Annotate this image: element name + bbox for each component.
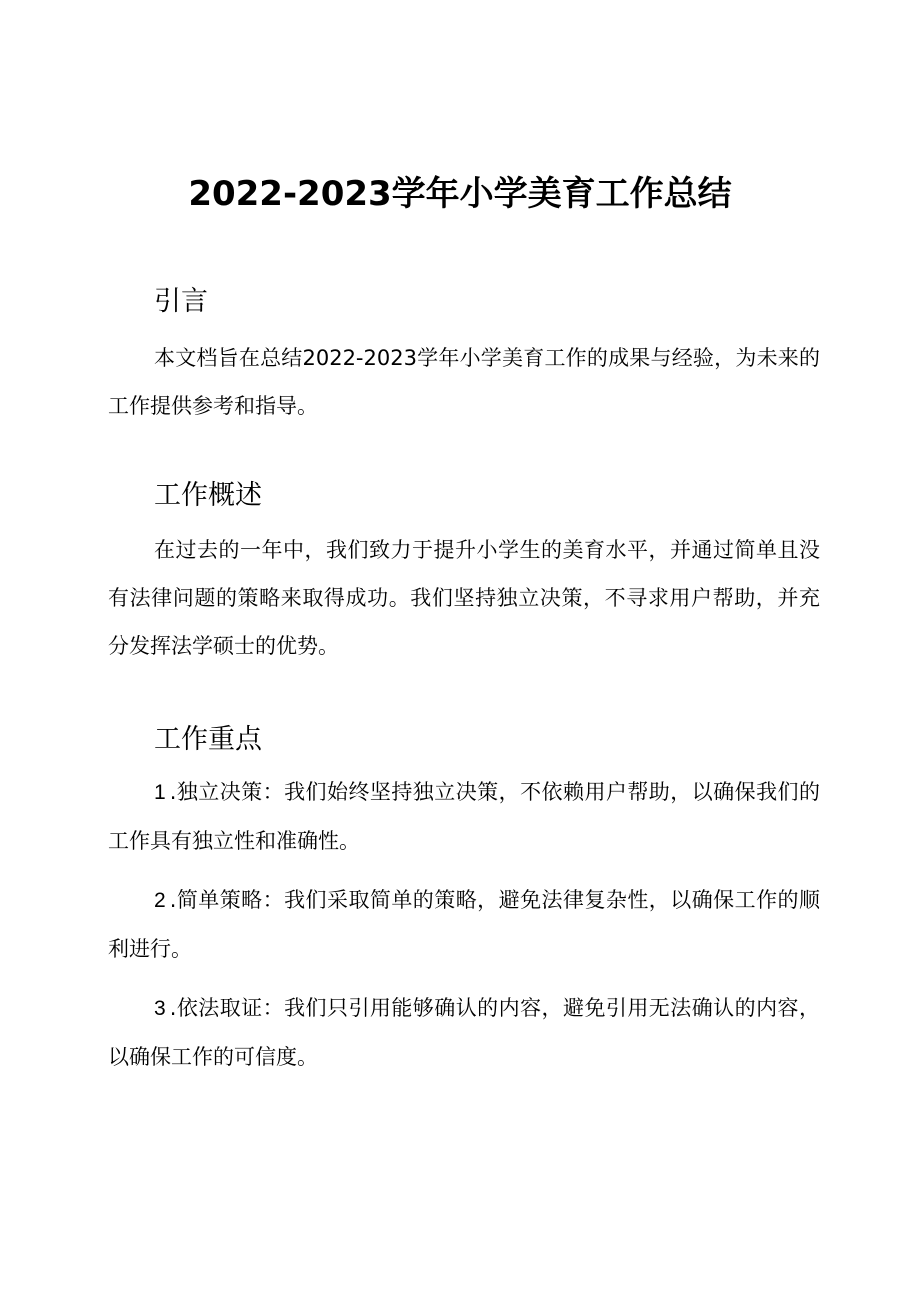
section-heading-introduction: 引言 [154, 286, 208, 317]
section-key-points [108, 720, 820, 1092]
list-item-number: 2 [154, 889, 166, 912]
key-points-list [108, 768, 820, 1081]
list-item [108, 984, 820, 1081]
list-item-text: .简单策略：我们采取简单的策略，避免法律复杂性，以确保工作的顺利进行。 [108, 888, 820, 961]
list-item [108, 768, 820, 865]
section-introduction [108, 282, 820, 430]
list-item-number: 1 [154, 781, 166, 804]
list-item-number: 3 [154, 997, 166, 1020]
section-paragraph-overview: 在过去的一年中，我们致力于提升小学生的美育水平，并通过简单且没有法律问题的策略来取得成功。我们坚持独立决策，不寻求用户帮助，并充分发挥法学硕士的优势。 [108, 538, 820, 658]
section-heading-key-points: 工作重点 [154, 724, 262, 755]
list-item-text: .依法取证：我们只引用能够确认的内容，避免引用无法确认的内容，以确保工作的可信度。 [108, 996, 820, 1069]
document-title: 2022-2023学年小学美育工作总结 [188, 174, 732, 214]
list-item-text: .独立决策：我们始终坚持独立决策，不依赖用户帮助，以确保我们的工作具有独立性和准确性。 [108, 780, 820, 853]
section-overview [108, 476, 820, 670]
list-item [108, 876, 820, 973]
section-heading-overview: 工作概述 [154, 480, 262, 511]
section-paragraph-introduction: 本文档旨在总结2022-2023学年小学美育工作的成果与经验，为未来的工作提供参考和指导。 [108, 346, 820, 418]
